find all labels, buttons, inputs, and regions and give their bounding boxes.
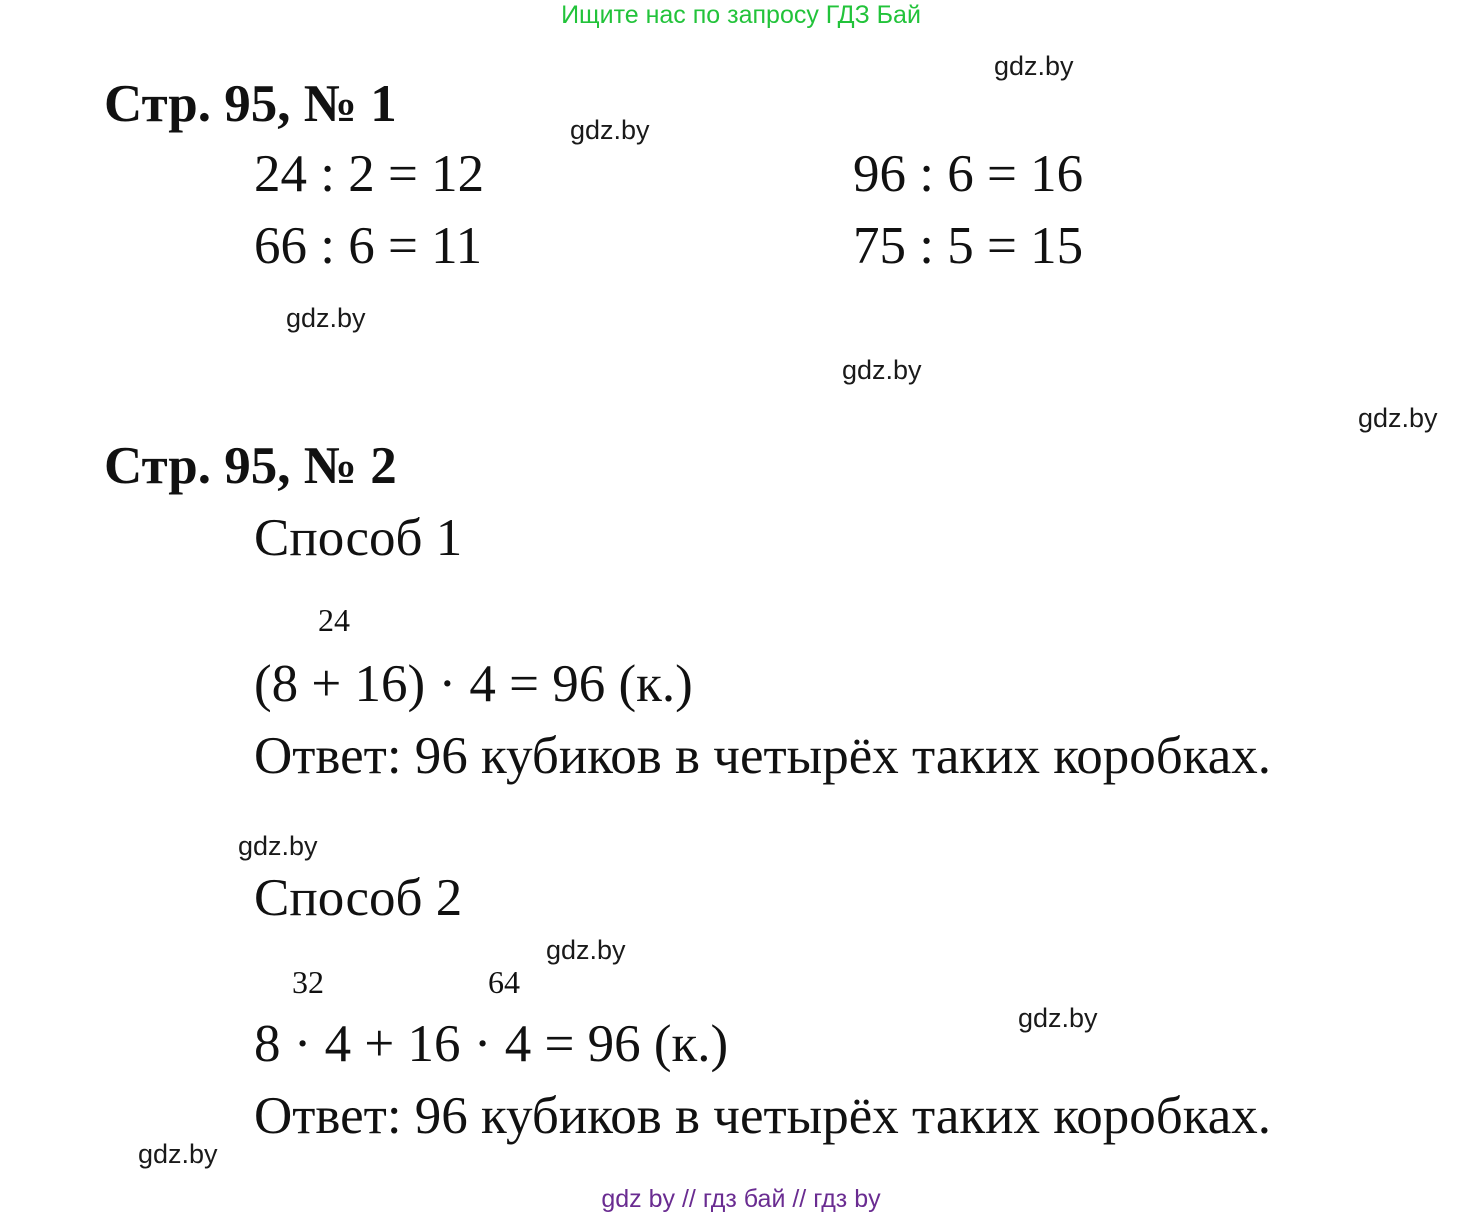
- search-banner: Ищите нас по запросу ГДЗ Бай: [561, 1, 921, 29]
- task1-equation-3: 96 : 6 = 16: [853, 145, 1084, 203]
- method2-intermediate-result-1: 32: [292, 964, 324, 1000]
- method2-expression: 8 · 4 + 16 · 4 = 96 (к.): [254, 1015, 729, 1073]
- footer-watermark: gdz by // гдз бай // гдз by: [601, 1185, 881, 1213]
- task2-heading: Стр. 95, № 2: [104, 437, 397, 495]
- watermark: gdz.by: [1358, 403, 1438, 433]
- watermark: gdz.by: [286, 303, 366, 333]
- watermark: gdz.by: [138, 1139, 218, 1169]
- watermark: gdz.by: [994, 51, 1074, 81]
- method2-answer: Ответ: 96 кубиков в четырёх таких коробках.: [254, 1087, 1271, 1145]
- watermark: gdz.by: [842, 355, 922, 385]
- task1-heading: Стр. 95, № 1: [104, 75, 397, 133]
- method1-expression: (8 + 16) · 4 = 96 (к.): [254, 655, 693, 713]
- watermark: gdz.by: [570, 115, 650, 145]
- watermark: gdz.by: [1018, 1003, 1098, 1033]
- method2-intermediate-result-2: 64: [488, 964, 520, 1000]
- task1-equation-4: 75 : 5 = 15: [853, 217, 1084, 275]
- watermark: gdz.by: [546, 935, 626, 965]
- method1-answer: Ответ: 96 кубиков в четырёх таких коробках.: [254, 727, 1271, 785]
- method1-title: Способ 1: [254, 509, 463, 567]
- task1-equation-2: 66 : 6 = 11: [254, 217, 483, 275]
- method2-title: Способ 2: [254, 869, 463, 927]
- watermark: gdz.by: [238, 831, 318, 861]
- task1-equation-1: 24 : 2 = 12: [254, 145, 485, 203]
- method1-intermediate-result: 24: [318, 602, 350, 638]
